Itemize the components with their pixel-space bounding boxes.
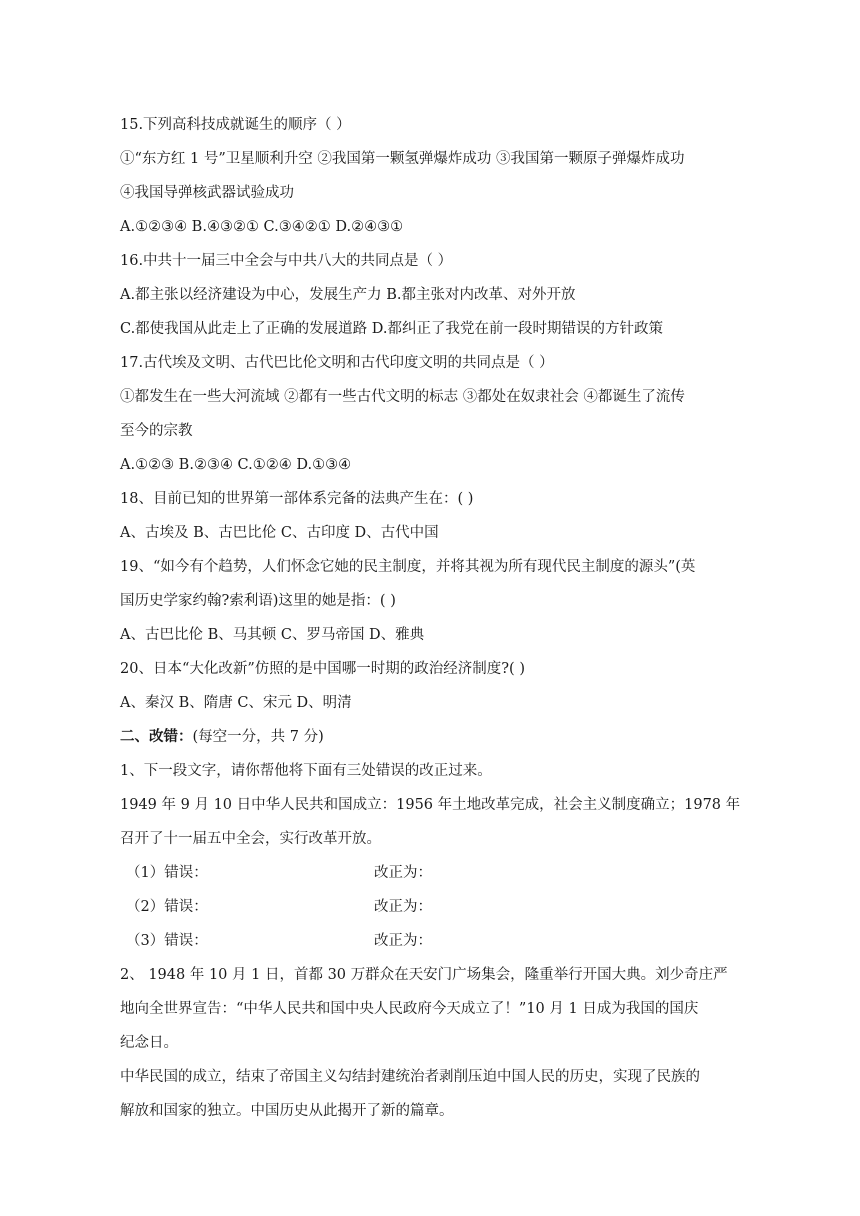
fix-label-3: 改正为： [374, 933, 432, 949]
document-page [120, 108, 740, 1128]
q18-options: A、古埃及 B、古巴比伦 C、古印度 D、古代中国 [120, 525, 439, 541]
correction-row-3 [120, 924, 740, 958]
q17-options: A.①②③ B.②③④ C.①②④ D.①③④ [120, 457, 352, 473]
q15-options: A.①②③④ B.④③②① C.③④②① D.②④③① [120, 219, 404, 235]
q17-items-line2: 至今的宗教 [120, 423, 193, 439]
q17-items-line1: ①都发生在一些大河流域 ②都有一些古代文明的标志 ③都处在奴隶社会 ④都诞生了流传 [120, 389, 685, 405]
q17-stem: 17.古代埃及文明、古代巴比伦文明和古代印度文明的共同点是（ ） [120, 355, 554, 371]
fix-label-1: 改正为： [374, 865, 432, 881]
correction2-line4: 中华民国的成立，结束了帝国主义勾结封建统治者剥削压迫中国人民的历史，实现了民族的 [120, 1069, 700, 1085]
error-label-2: （2）错误： [126, 899, 208, 915]
q15-stem: 15.下列高科技成就诞生的顺序（ ） [120, 117, 351, 133]
correction1-text-line2: 召开了十一届五中全会，实行改革开放。 [120, 831, 381, 847]
section2-note: (每空一分，共 7 分) [192, 729, 324, 745]
correction2-line5: 解放和国家的独立。中国历史从此揭开了新的篇章。 [120, 1103, 454, 1119]
q18-stem: 18、目前已知的世界第一部体系完备的法典产生在：( ) [120, 491, 474, 507]
correction-row-2 [120, 890, 740, 924]
q19-options: A、古巴比伦 B、马其顿 C、罗马帝国 D、雅典 [120, 627, 425, 643]
correction1-text-line1: 1949 年 9 月 10 日中华人民共和国成立：1956 年土地改革完成，社会主义制度确立；1978 年 [120, 797, 741, 813]
q20-options: A、秦汉 B、隋唐 C、宋元 D、明清 [120, 695, 352, 711]
section2-heading: 二、改错： [120, 728, 193, 745]
q16-options-line2: C.都使我国从此走上了正确的发展道路 D.都纠正了我党在前一段时期错误的方针政策 [120, 321, 664, 337]
q16-stem: 16.中共十一届三中全会与中共八大的共同点是（ ） [120, 253, 453, 269]
section2-header [120, 720, 740, 754]
q19-stem-line1: 19、“如今有个趋势，人们怀念它她的民主制度，并将其视为所有现代民主制度的源头”(英 [120, 559, 696, 575]
correction2-line3: 纪念日。 [120, 1035, 178, 1051]
correction2-line2: 地向全世界宣告：“中华人民共和国中央人民政府今天成立了！”10 月 1 日成为我国的国庆 [120, 1001, 699, 1017]
fix-label-2: 改正为： [374, 899, 432, 915]
error-label-3: （3）错误： [126, 933, 208, 949]
q15-items-line2: ④我国导弹核武器试验成功 [120, 185, 294, 201]
correction1-prompt: 1、下一段文字，请你帮他将下面有三处错误的改正过来。 [120, 763, 492, 779]
correction2-line1: 2、 1948 年 10 月 1 日，首都 30 万群众在天安门广场集会，隆重举行开国大典。刘少奇庄严 [120, 967, 728, 983]
q19-stem-line2: 国历史学家约翰?索利语)这里的她是指：( ) [120, 593, 396, 609]
correction-row-1 [120, 856, 740, 890]
q16-options-line1: A.都主张以经济建设为中心，发展生产力 B.都主张对内改革、对外开放 [120, 287, 576, 303]
q15-items-line1: ①“东方红 1 号”卫星顺利升空 ②我国第一颗氢弹爆炸成功 ③我国第一颗原子弹爆炸成功 [120, 151, 685, 167]
error-label-1: （1）错误： [126, 865, 208, 881]
q20-stem: 20、日本“大化改新”仿照的是中国哪一时期的政治经济制度?( ) [120, 661, 525, 677]
